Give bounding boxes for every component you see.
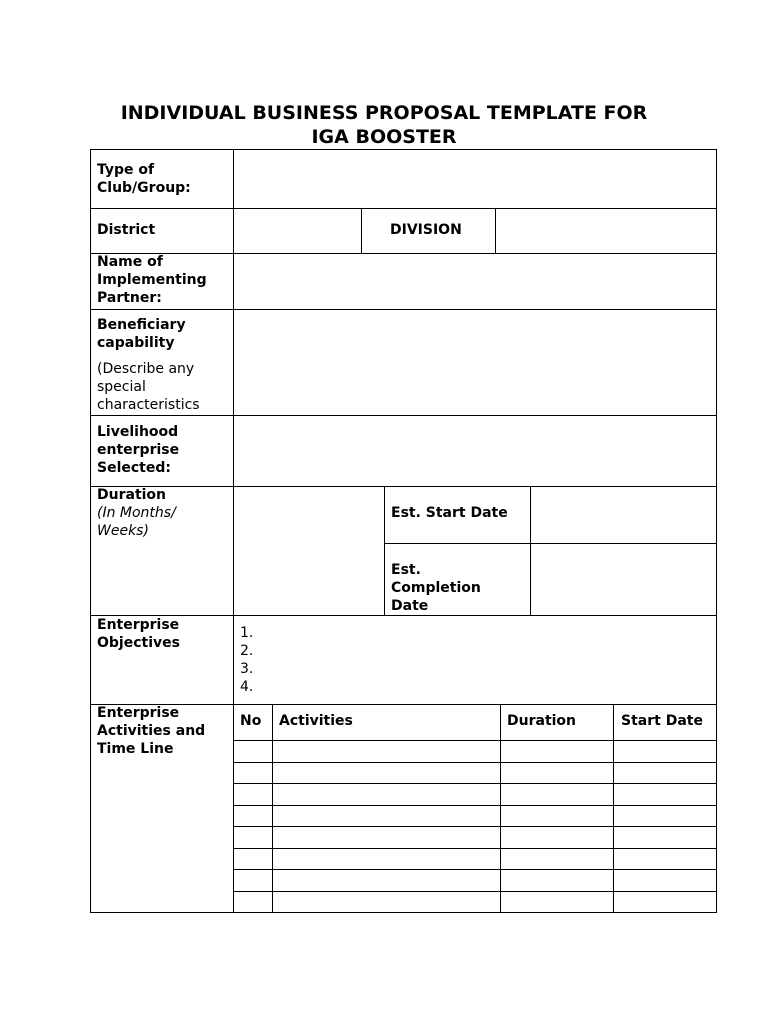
beneficiary-label-line: Beneficiary (97, 317, 186, 333)
implementing-partner-label-line: Name of (97, 254, 163, 270)
duration-divider (384, 486, 385, 616)
district-label: District (97, 222, 156, 238)
est-start-date-field[interactable] (531, 487, 716, 543)
livelihood-label-line: Selected: (97, 460, 171, 476)
form-border-left (90, 149, 91, 913)
activities-label (97, 704, 205, 758)
duration-field[interactable] (234, 487, 384, 615)
activities-row-separator (233, 783, 717, 784)
title-line-1: INDIVIDUAL BUSINESS PROPOSAL TEMPLATE FOR (120, 102, 648, 124)
document-title (90, 101, 678, 149)
implementing-partner-label (97, 253, 207, 307)
beneficiary-capability-field[interactable] (234, 310, 716, 415)
est-completion-date-label (391, 561, 481, 615)
activities-row-separator (233, 891, 717, 892)
activities-label-line: Enterprise (97, 705, 180, 721)
duration-label-line: Duration (97, 487, 167, 503)
activities-row-separator (233, 848, 717, 849)
activities-row-separator (233, 740, 717, 741)
title-line-2: IGA BOOSTER (311, 126, 457, 148)
col-header-activities: Activities (279, 713, 353, 729)
division-label: DIVISION (390, 222, 462, 238)
district-field[interactable] (234, 209, 361, 253)
type-of-club-label-line: Type of (97, 162, 155, 178)
proposal-form (90, 149, 717, 913)
implementing-partner-label-line: Partner: (97, 290, 162, 306)
beneficiary-note-line: special (97, 379, 146, 395)
col-header-no: No (240, 713, 262, 729)
objective-item[interactable]: 2. (240, 643, 254, 659)
est-start-date-label: Est. Start Date (391, 505, 508, 521)
type-of-club-label (97, 161, 191, 197)
duration-label (97, 486, 176, 540)
form-border-bottom (90, 912, 717, 913)
livelihood-label-line: enterprise (97, 442, 180, 458)
form-border-right (716, 149, 717, 913)
duration-note-line: Weeks) (97, 523, 149, 539)
activities-label-line: Time Line (97, 741, 174, 757)
objectives-label-line: Enterprise (97, 617, 180, 633)
col-header-start-date: Start Date (621, 713, 703, 729)
row-separator (90, 615, 717, 616)
est-completion-date-field[interactable] (531, 544, 716, 615)
livelihood-label (97, 423, 179, 477)
activities-col-divider (500, 704, 501, 913)
beneficiary-note-line: characteristics (97, 397, 200, 413)
est-completion-label-line: Completion (391, 580, 481, 596)
activities-col-divider (613, 704, 614, 913)
type-of-club-field[interactable] (234, 150, 716, 208)
activities-row-separator (233, 805, 717, 806)
activities-row-separator (233, 826, 717, 827)
beneficiary-note-line: (Describe any (97, 361, 195, 377)
implementing-partner-field[interactable] (234, 254, 716, 309)
duration-note-line: (In Months/ (97, 505, 176, 521)
activities-row-separator (233, 869, 717, 870)
implementing-partner-label-line: Implementing (97, 272, 207, 288)
objective-item[interactable]: 1. (240, 625, 254, 641)
type-of-club-label-line: Club/Group: (97, 180, 191, 196)
col-header-duration: Duration (507, 713, 577, 729)
est-completion-label-line: Est. (391, 562, 421, 578)
objective-item[interactable]: 4. (240, 679, 254, 695)
livelihood-enterprise-field[interactable] (234, 416, 716, 486)
district-divider (361, 208, 362, 254)
activities-col-divider (272, 704, 273, 913)
activities-label-line: Activities and (97, 723, 206, 739)
objectives-list[interactable] (240, 624, 253, 696)
activities-row-separator (233, 762, 717, 763)
beneficiary-label (97, 316, 200, 414)
objectives-label (97, 616, 180, 652)
est-completion-label-line: Date (391, 598, 429, 614)
objective-item[interactable]: 3. (240, 661, 254, 677)
division-field[interactable] (496, 209, 716, 253)
beneficiary-label-line: capability (97, 335, 175, 351)
livelihood-label-line: Livelihood (97, 424, 179, 440)
objectives-label-line: Objectives (97, 635, 180, 651)
